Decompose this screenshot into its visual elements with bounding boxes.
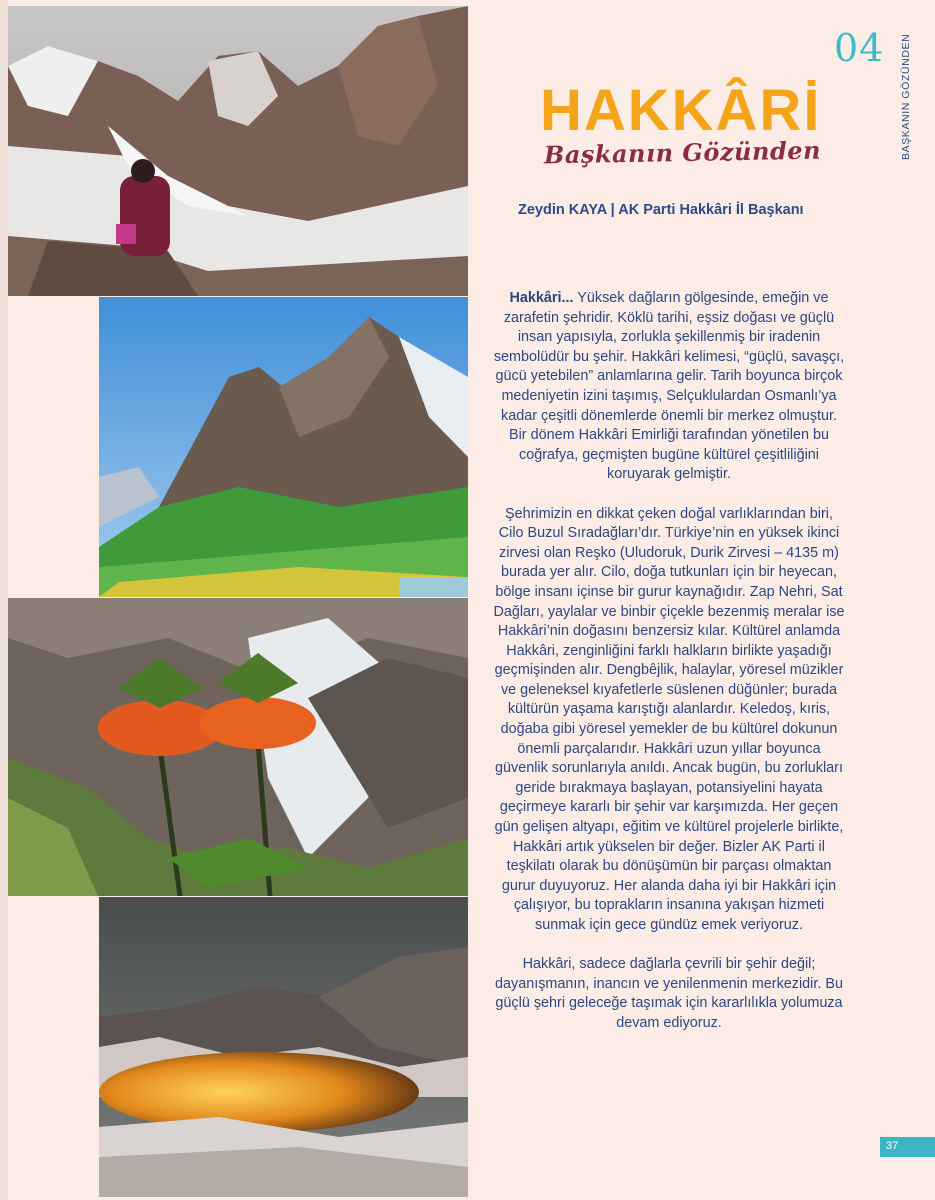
article-subtitle: Başkanın Gözünden [543, 135, 822, 170]
photo-city-night [99, 897, 468, 1197]
page-gutter [0, 0, 8, 1200]
author-line: Zeydin KAYA | AK Parti Hakkâri İl Başkanı [518, 202, 804, 218]
photo-mountain-woman [8, 6, 468, 296]
lead-word: Hakkâri... [509, 290, 574, 306]
paragraph-1 [493, 289, 845, 485]
photo-green-peak [99, 297, 468, 597]
paragraph-2: Şehrimizin en dikkat çeken doğal varlıklarından biri, Cilo Buzul Sıradağları’dır. Türkiye’nin en yüksek ikinci zirvesi olan Reşko (Uludoruk, Durik Zirvesi – 4135 m) burada yer alır. Cilo, doğa tutkunları için bir heyecan, bölge insanı içinse bir gurur kaynağıdır. Zap Nehri, Sat Dağları, yaylalar ve binbir çiçekle bezenmiş meralar ise Hakkâri’nin doğasını benzersiz kılar. Kültürel anlamda Hakkâri, zenginliğini farklı halkların birlikte yaşadığı geçmişinden alır. Dengbêjlik, halaylar, yöresel müzikler ve geleneksel kıyafetlerle süslenen düğünler; burada kültürün yaşama karıştığı alanlardır. Keledoş, kıris, doğaba gibi yöresel yemekler de bu kültürel dokunun önemli parçalarıdır. Hakkâri uzun yıllar boyunca güvenlik sorunlarıyla anıldı. Ancak bugün, bu zorlukları geride bırakmaya başlayan, potansiyelini hayata geçirmeye kararlı bir şehir var karşımızda. Her geçen gün gelişen altyapı, eğitim ve kültürel projelerle birlikte, Hakkâri artık yükselen bir değer. Bizler AK Parti il teşkilatı olarak bu dönüşümün bir parçası olmaktan gurur duyuyoruz. Her alanda daha iyi bir Hakkâri için çalışıyor, bu toprakların insanına yakışan hizmeti sunmak için gece gündüz emek veriyoruz. [493, 505, 845, 933]
article-body [493, 289, 845, 1053]
paragraph-1-text: Yüksek dağların gölgesinde, emeğin ve zarafetin şehridir. Köklü tarihi, eşsiz doğası ve güçlü insan yapısıyla, zorlukla şekillenmiş bir iradenin sembolüdür bu şehir. Hakkâri kelimesi, “güçlü, savaşçı, gücü yetebilen” anlamlarına gelir. Tarih boyunca birçok medeniyetin izini taşımış, Selçuklulardan Osmanlı’ya kadar çeşitli dönemlerde önemli bir merkez olmuştur. Bir dönem Hakkâri Emirliği tarafından yönetilen bu coğrafya, geçmişten bugüne kültürel çeşitliliğini koruyarak gelmiştir. [493, 290, 845, 483]
section-label [882, 33, 912, 160]
section-label-text: BAŞKANIN GÖZÜNDEN [900, 33, 912, 160]
footer-page-number: 37 [886, 1140, 899, 1152]
article-title: HAKKÂRİ [540, 78, 822, 143]
photo-flowers [8, 598, 468, 896]
paragraph-3: Hakkâri, sadece dağlarla çevrili bir şehir değil; dayanışmanın, inancın ve yenilenmenin merkezidir. Bu güçlü şehri geleceğe taşımak için kararlılıkla yolumuza devam ediyoruz. [495, 956, 843, 1031]
section-page-number: 04 [834, 26, 885, 70]
footer-page-tab [880, 1137, 935, 1157]
